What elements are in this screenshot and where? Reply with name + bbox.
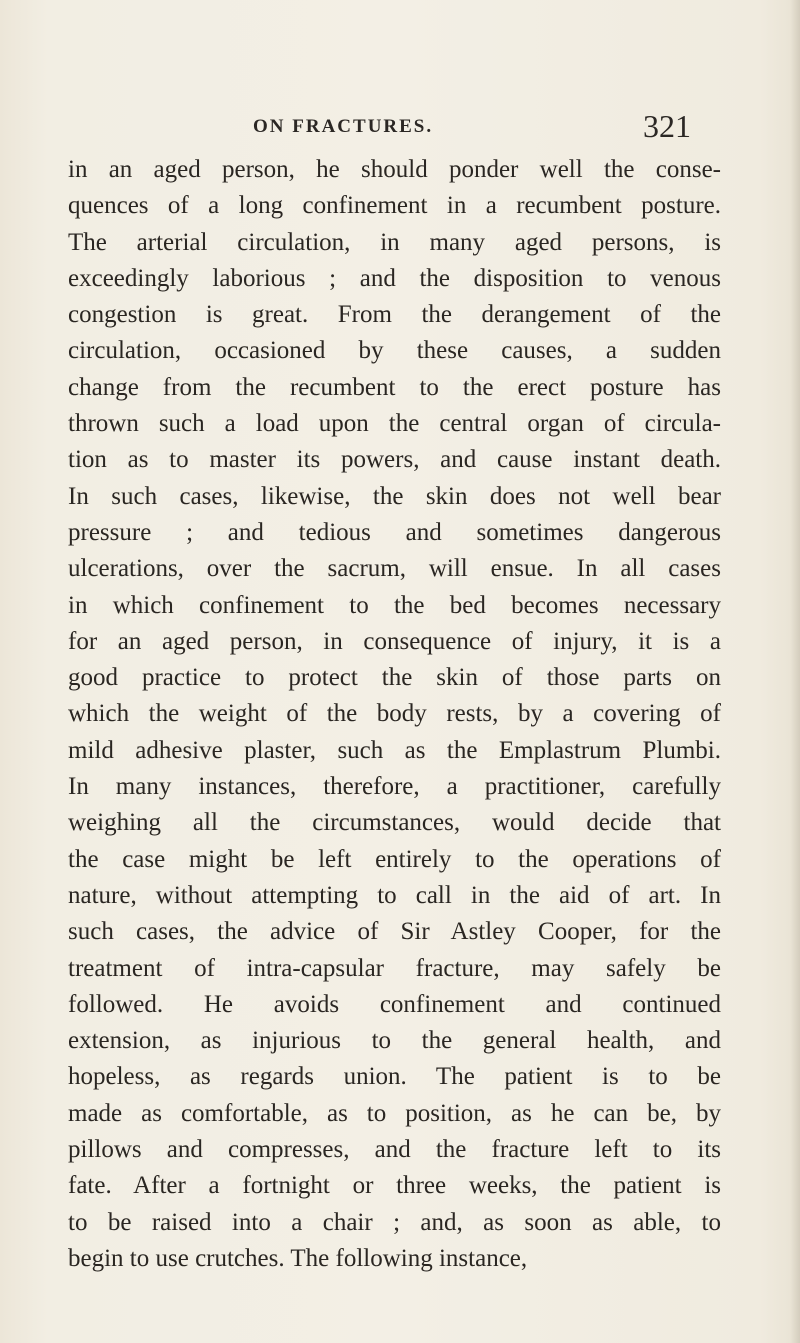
text-line: tion as to master its powers, and cause instant death. [68,446,721,474]
text-line: circulation, occasioned by these causes, a sudden [68,337,721,365]
text-line: mild adhesive plaster, such as the Emplastrum Plumbi. [68,736,721,764]
running-title: ON FRACTURES. [253,116,434,137]
text-line: begin to use crutches. The following instance, [68,1244,528,1272]
text-line: extension, as injurious to the general health, and [68,1027,721,1055]
text-line: in an aged person, he should ponder well the conse- [68,156,721,183]
running-header [0,108,800,148]
text-line: for an aged person, in consequence of injury, it is a [68,627,721,655]
text-line: made as comfortable, as to position, as he can be, by [68,1099,721,1127]
text-line: In many instances, therefore, a practitioner, carefully [68,773,721,801]
text-line: which the weight of the body rests, by a covering of [68,700,721,728]
text-line: in which confinement to the bed becomes necessary [68,591,721,619]
text-line: hopeless, as regards union. The patient is to be [68,1063,721,1091]
text-line: pillows and compresses, and the fracture left to its [68,1136,721,1164]
text-line: fate. After a fortnight or three weeks, the patient is [68,1172,721,1200]
text-line: the case might be left entirely to the operations of [68,845,721,873]
text-line: thrown such a load upon the central organ of circula- [68,410,721,438]
text-line: congestion is great. From the derangement of the [68,301,721,329]
page-edge-shadow [790,0,800,1343]
text-line: quences of a long confinement in a recumbent posture. [68,192,721,220]
text-line: pressure ; and tedious and sometimes dangerous [68,518,721,546]
text-line: treatment of intra-capsular fracture, may safely be [68,954,721,982]
text-line: weighing all the circumstances, would decide that [68,809,721,837]
body-paragraph [68,152,721,1277]
text-line: such cases, the advice of Sir Astley Cooper, for the [68,918,721,946]
text-line: to be raised into a chair ; and, as soon as able, to [68,1208,721,1236]
text-line: exceedingly laborious ; and the disposition to venous [68,264,721,292]
text-line: change from the recumbent to the erect posture has [68,373,721,401]
text-line: The arterial circulation, in many aged persons, is [68,228,721,256]
text-line: followed. He avoids confinement and continued [68,990,721,1018]
page-number: 321 [643,108,691,144]
text-line: nature, without attempting to call in the aid of art. In [68,881,721,909]
text-line: good practice to protect the skin of those parts on [68,664,721,692]
text-line: ulcerations, over the sacrum, will ensue. In all cases [68,555,721,583]
text-line: In such cases, likewise, the skin does not well bear [68,482,721,510]
